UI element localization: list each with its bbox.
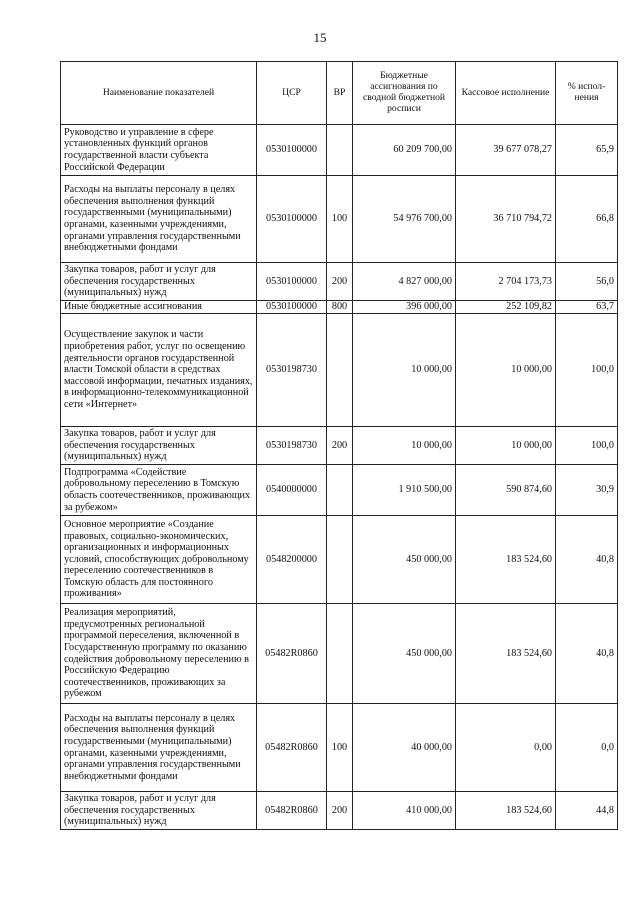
row-vr: 100	[327, 704, 353, 792]
table-row	[61, 314, 618, 427]
row-percent: 66,8	[556, 176, 618, 263]
table-row	[61, 516, 618, 604]
table-row	[61, 704, 618, 792]
row-vr	[327, 516, 353, 604]
row-vr	[327, 125, 353, 176]
header-name: Наименование показателей	[61, 62, 257, 125]
row-name: Осуществление закупок и части приобретения работ, услуг по освещению деятельности органов государственной власти Томской области в средствах массовой информации, печатных изданиях, в информационно-телекоммуникационной сети «Интернет»	[61, 314, 257, 427]
row-name: Расходы на выплаты персоналу в целях обеспечения выполнения функций государственными (муниципальными) органами, казенными учреждениями, органами управления государственными внебюджетными фондами	[61, 176, 257, 263]
table-header-row	[61, 62, 618, 125]
row-csr: 0540000000	[257, 465, 327, 516]
row-csr: 0530100000	[257, 301, 327, 314]
row-budget: 396 000,00	[353, 301, 456, 314]
row-budget: 60 209 700,00	[353, 125, 456, 176]
table-row	[61, 604, 618, 704]
row-csr: 0548200000	[257, 516, 327, 604]
budget-execution-table	[60, 61, 618, 830]
row-percent: 100,0	[556, 314, 618, 427]
row-percent: 0,0	[556, 704, 618, 792]
row-budget: 40 000,00	[353, 704, 456, 792]
row-cash: 36 710 794,72	[456, 176, 556, 263]
row-cash: 2 704 173,73	[456, 263, 556, 301]
row-budget: 450 000,00	[353, 604, 456, 704]
row-cash: 10 000,00	[456, 314, 556, 427]
row-name: Подпрограмма «Содействие добровольному переселению в Томскую область соотечественников, проживающих за рубежом»	[61, 465, 257, 516]
header-cash: Кассовое исполнение	[456, 62, 556, 125]
row-vr: 800	[327, 301, 353, 314]
row-name: Руководство и управление в сфере установленных функций органов государственной власти субъекта Российской Федерации	[61, 125, 257, 176]
row-vr: 100	[327, 176, 353, 263]
row-cash: 590 874,60	[456, 465, 556, 516]
row-percent: 40,8	[556, 604, 618, 704]
row-budget: 10 000,00	[353, 427, 456, 465]
row-cash: 183 524,60	[456, 516, 556, 604]
row-name: Основное мероприятие «Создание правовых, социально-экономических, организационных и информационных условий, способствующих добровольному переселению соотечественников в Томскую область для постоянного проживания»	[61, 516, 257, 604]
row-percent: 44,8	[556, 792, 618, 830]
row-percent: 40,8	[556, 516, 618, 604]
row-csr: 05482R0860	[257, 604, 327, 704]
row-percent: 63,7	[556, 301, 618, 314]
header-percent: % испол-нения	[556, 62, 618, 125]
row-name: Иные бюджетные ассигнования	[61, 301, 257, 314]
row-name: Реализация мероприятий, предусмотренных региональной программой переселения, включенной в Государственную программу по оказанию содействия добровольному переселению в Российскую Федерацию соотечественников, проживающих за рубежом	[61, 604, 257, 704]
row-budget: 450 000,00	[353, 516, 456, 604]
table-row	[61, 125, 618, 176]
row-budget: 410 000,00	[353, 792, 456, 830]
table-row	[61, 792, 618, 830]
row-csr: 0530198730	[257, 427, 327, 465]
row-name: Закупка товаров, работ и услуг для обеспечения государственных (муниципальных) нужд	[61, 792, 257, 830]
row-percent: 65,9	[556, 125, 618, 176]
row-vr	[327, 314, 353, 427]
row-csr: 05482R0860	[257, 792, 327, 830]
row-vr: 200	[327, 263, 353, 301]
page-number: 15	[313, 30, 327, 45]
row-vr: 200	[327, 427, 353, 465]
header-csr: ЦСР	[257, 62, 327, 125]
row-csr: 05482R0860	[257, 704, 327, 792]
row-vr	[327, 465, 353, 516]
row-budget: 54 976 700,00	[353, 176, 456, 263]
table-row	[61, 427, 618, 465]
row-vr	[327, 604, 353, 704]
table-row	[61, 301, 618, 314]
row-budget: 1 910 500,00	[353, 465, 456, 516]
row-percent: 100,0	[556, 427, 618, 465]
table-row	[61, 176, 618, 263]
row-cash: 183 524,60	[456, 792, 556, 830]
row-csr: 0530100000	[257, 176, 327, 263]
header-budget: Бюджетные ассигнования по сводной бюджетной росписи	[353, 62, 456, 125]
row-name: Закупка товаров, работ и услуг для обеспечения государственных (муниципальных) нужд	[61, 263, 257, 301]
row-budget: 4 827 000,00	[353, 263, 456, 301]
row-name: Расходы на выплаты персоналу в целях обеспечения выполнения функций государственными (муниципальными) органами, казенными учреждениями, органами управления государственными внебюджетными фондами	[61, 704, 257, 792]
row-percent: 30,9	[556, 465, 618, 516]
table-row	[61, 263, 618, 301]
table-row	[61, 465, 618, 516]
row-budget: 10 000,00	[353, 314, 456, 427]
row-vr: 200	[327, 792, 353, 830]
row-cash: 39 677 078,27	[456, 125, 556, 176]
row-name: Закупка товаров, работ и услуг для обеспечения государственных (муниципальных) нужд	[61, 427, 257, 465]
row-cash: 183 524,60	[456, 604, 556, 704]
row-cash: 252 109,82	[456, 301, 556, 314]
header-vr: ВР	[327, 62, 353, 125]
row-percent: 56,0	[556, 263, 618, 301]
row-csr: 0530100000	[257, 263, 327, 301]
row-csr: 0530198730	[257, 314, 327, 427]
row-cash: 10 000,00	[456, 427, 556, 465]
row-cash: 0,00	[456, 704, 556, 792]
row-csr: 0530100000	[257, 125, 327, 176]
